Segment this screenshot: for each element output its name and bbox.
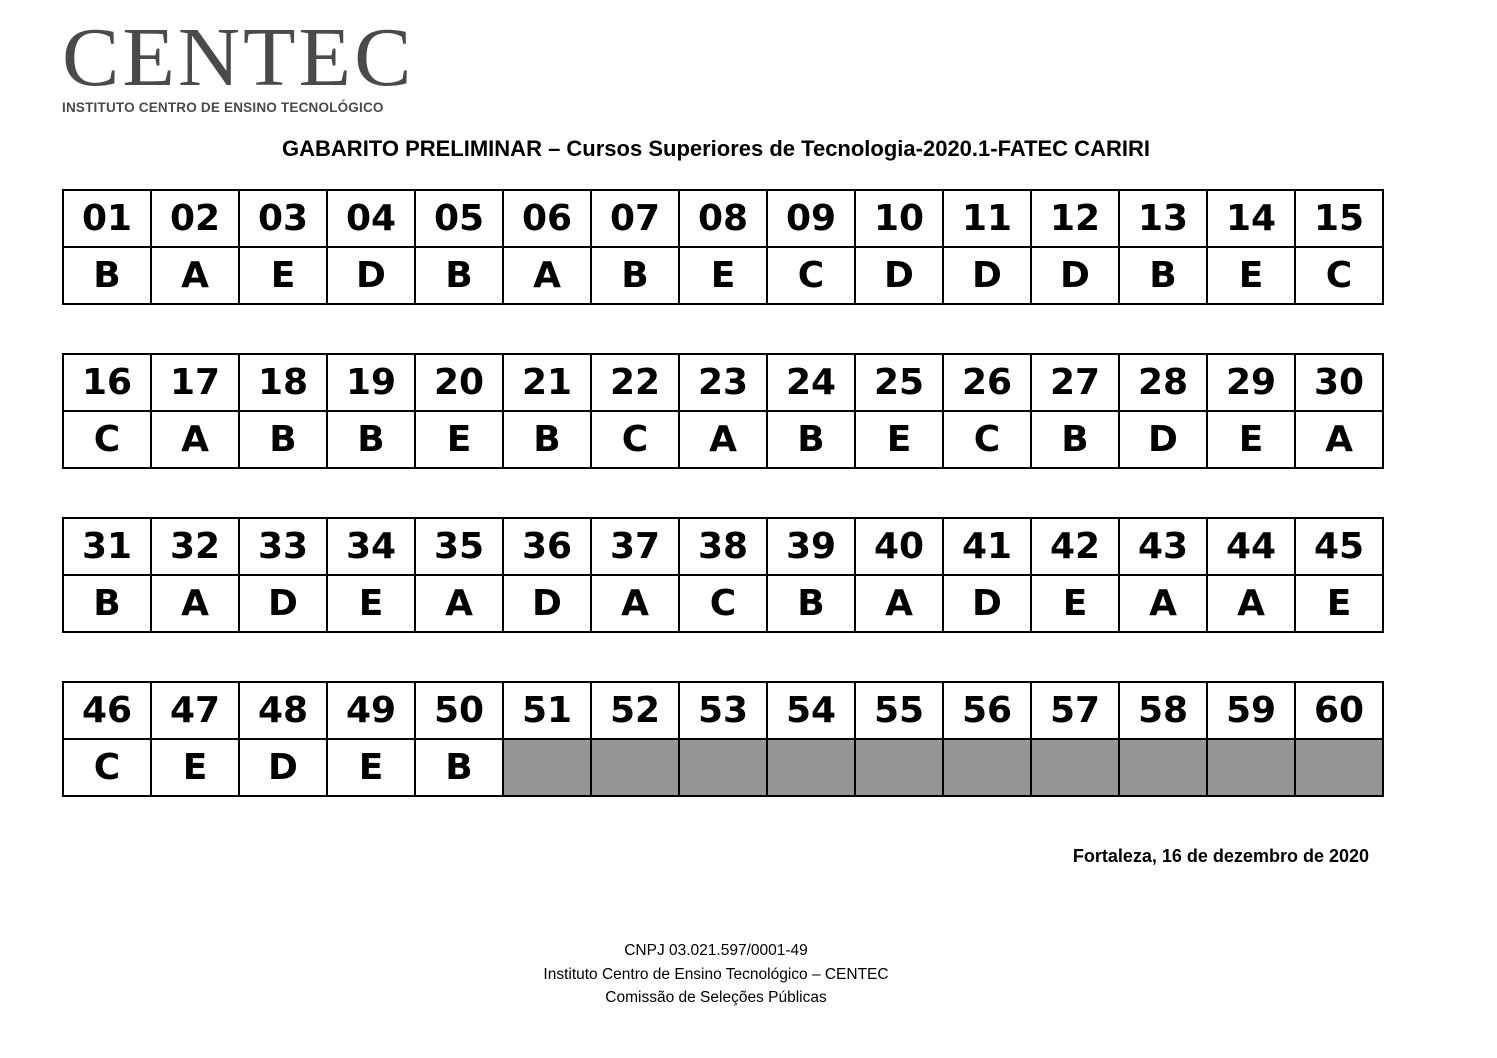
document-date: Fortaleza, 16 de dezembro de 2020 — [1072, 846, 1369, 866]
question-number-cell: 36 — [503, 518, 591, 575]
answer-cell: E — [1295, 575, 1383, 632]
answer-cell: B — [63, 247, 151, 304]
question-number-cell: 48 — [239, 682, 327, 739]
answer-cell: A — [1119, 575, 1207, 632]
question-number-row — [63, 190, 1383, 247]
answer-cell: E — [239, 247, 327, 304]
answer-cell: A — [679, 411, 767, 468]
question-number-cell: 30 — [1295, 354, 1383, 411]
question-number-cell: 37 — [591, 518, 679, 575]
answer-table — [62, 189, 1384, 305]
question-number-cell: 06 — [503, 190, 591, 247]
question-number-cell: 49 — [327, 682, 415, 739]
question-number-cell: 41 — [943, 518, 1031, 575]
question-number-cell: 21 — [503, 354, 591, 411]
question-number-cell: 09 — [767, 190, 855, 247]
answer-cell: E — [679, 247, 767, 304]
empty-answer-cell — [679, 739, 767, 796]
answer-cell: E — [1031, 575, 1119, 632]
answer-cell: E — [1207, 247, 1295, 304]
empty-answer-cell — [1031, 739, 1119, 796]
answer-cell: A — [151, 575, 239, 632]
answer-cell: A — [151, 247, 239, 304]
question-number-cell: 44 — [1207, 518, 1295, 575]
question-number-cell: 39 — [767, 518, 855, 575]
footer-commission: Comissão de Seleções Públicas — [605, 989, 827, 1006]
answer-cell: B — [1119, 247, 1207, 304]
empty-answer-cell — [1295, 739, 1383, 796]
answer-cell: C — [943, 411, 1031, 468]
answer-cell: D — [503, 575, 591, 632]
question-number-cell: 34 — [327, 518, 415, 575]
question-number-cell: 11 — [943, 190, 1031, 247]
answer-cell: C — [591, 411, 679, 468]
question-number-cell: 13 — [1119, 190, 1207, 247]
empty-answer-cell — [855, 739, 943, 796]
answer-cell: B — [415, 739, 503, 796]
question-number-cell: 14 — [1207, 190, 1295, 247]
question-number-cell: 05 — [415, 190, 503, 247]
question-number-cell: 56 — [943, 682, 1031, 739]
question-number-cell: 43 — [1119, 518, 1207, 575]
question-number-cell: 45 — [1295, 518, 1383, 575]
answer-cell: A — [855, 575, 943, 632]
question-number-cell: 23 — [679, 354, 767, 411]
answer-cell: C — [1295, 247, 1383, 304]
answer-cell: D — [943, 575, 1031, 632]
question-number-cell: 42 — [1031, 518, 1119, 575]
answer-cell: B — [327, 411, 415, 468]
footer-cnpj: CNPJ 03.021.597/0001-49 — [624, 942, 808, 959]
question-number-cell: 50 — [415, 682, 503, 739]
answer-cell: C — [63, 411, 151, 468]
question-number-cell: 54 — [767, 682, 855, 739]
question-number-cell: 47 — [151, 682, 239, 739]
question-number-cell: 28 — [1119, 354, 1207, 411]
centec-logo — [62, 10, 415, 115]
question-number-cell: 17 — [151, 354, 239, 411]
answer-row — [63, 739, 1383, 796]
answer-cell: E — [327, 739, 415, 796]
answer-cell: A — [151, 411, 239, 468]
answer-cell: A — [1295, 411, 1383, 468]
empty-answer-cell — [591, 739, 679, 796]
answer-cell: D — [943, 247, 1031, 304]
answer-cell: A — [415, 575, 503, 632]
question-number-cell: 33 — [239, 518, 327, 575]
question-number-cell: 29 — [1207, 354, 1295, 411]
answer-cell: B — [591, 247, 679, 304]
logo-wordmark: CENTEC — [62, 10, 415, 104]
answer-cell: E — [855, 411, 943, 468]
answer-row — [63, 575, 1383, 632]
question-number-cell: 59 — [1207, 682, 1295, 739]
question-number-cell: 31 — [63, 518, 151, 575]
question-number-cell: 27 — [1031, 354, 1119, 411]
question-number-cell: 46 — [63, 682, 151, 739]
answer-cell: B — [1031, 411, 1119, 468]
answer-cell: D — [239, 575, 327, 632]
footer-institution: Instituto Centro de Ensino Tecnológico – CENTEC — [543, 965, 889, 983]
question-number-cell: 20 — [415, 354, 503, 411]
question-number-cell: 19 — [327, 354, 415, 411]
answer-table — [62, 517, 1384, 633]
question-number-row — [63, 518, 1383, 575]
answer-cell: A — [1207, 575, 1295, 632]
answer-cell: C — [679, 575, 767, 632]
answer-cell: E — [1207, 411, 1295, 468]
answer-cell: B — [767, 411, 855, 468]
question-number-cell: 03 — [239, 190, 327, 247]
question-number-cell: 24 — [767, 354, 855, 411]
question-number-cell: 07 — [591, 190, 679, 247]
answer-cell: D — [1031, 247, 1119, 304]
question-number-cell: 58 — [1119, 682, 1207, 739]
question-number-cell: 57 — [1031, 682, 1119, 739]
answer-cell: B — [503, 411, 591, 468]
question-number-cell: 10 — [855, 190, 943, 247]
question-number-cell: 60 — [1295, 682, 1383, 739]
answer-table — [62, 353, 1384, 469]
question-number-row — [63, 682, 1383, 739]
answer-cell: D — [239, 739, 327, 796]
answer-table — [62, 681, 1384, 797]
question-number-cell: 16 — [63, 354, 151, 411]
question-number-cell: 04 — [327, 190, 415, 247]
logo-subtitle: INSTITUTO CENTRO DE ENSINO TECNOLÓGICO — [62, 100, 384, 115]
answer-cell: C — [767, 247, 855, 304]
answer-row — [63, 247, 1383, 304]
question-number-cell: 55 — [855, 682, 943, 739]
answer-cell: B — [767, 575, 855, 632]
answer-cell: A — [591, 575, 679, 632]
answer-cell: E — [151, 739, 239, 796]
question-number-cell: 40 — [855, 518, 943, 575]
question-number-cell: 18 — [239, 354, 327, 411]
answer-row — [63, 411, 1383, 468]
answer-cell: D — [1119, 411, 1207, 468]
question-number-cell: 38 — [679, 518, 767, 575]
question-number-cell: 02 — [151, 190, 239, 247]
empty-answer-cell — [1207, 739, 1295, 796]
footer — [0, 939, 1432, 1010]
question-number-row — [63, 354, 1383, 411]
question-number-cell: 01 — [63, 190, 151, 247]
answer-cell: A — [503, 247, 591, 304]
answer-cell: E — [415, 411, 503, 468]
question-number-cell: 12 — [1031, 190, 1119, 247]
question-number-cell: 15 — [1295, 190, 1383, 247]
answer-cell: B — [239, 411, 327, 468]
answer-cell: D — [855, 247, 943, 304]
empty-answer-cell — [503, 739, 591, 796]
question-number-cell: 22 — [591, 354, 679, 411]
question-number-cell: 35 — [415, 518, 503, 575]
answer-cell: E — [327, 575, 415, 632]
question-number-cell: 53 — [679, 682, 767, 739]
answer-cell: B — [415, 247, 503, 304]
empty-answer-cell — [767, 739, 855, 796]
question-number-cell: 51 — [503, 682, 591, 739]
answer-cell: B — [63, 575, 151, 632]
question-number-cell: 26 — [943, 354, 1031, 411]
answer-cell: C — [63, 739, 151, 796]
question-number-cell: 08 — [679, 190, 767, 247]
empty-answer-cell — [1119, 739, 1207, 796]
question-number-cell: 32 — [151, 518, 239, 575]
question-number-cell: 25 — [855, 354, 943, 411]
answer-cell: D — [327, 247, 415, 304]
question-number-cell: 52 — [591, 682, 679, 739]
document-title: GABARITO PRELIMINAR – Cursos Superiores de Tecnologia-2020.1-FATEC CARIRI — [282, 136, 1150, 161]
empty-answer-cell — [943, 739, 1031, 796]
